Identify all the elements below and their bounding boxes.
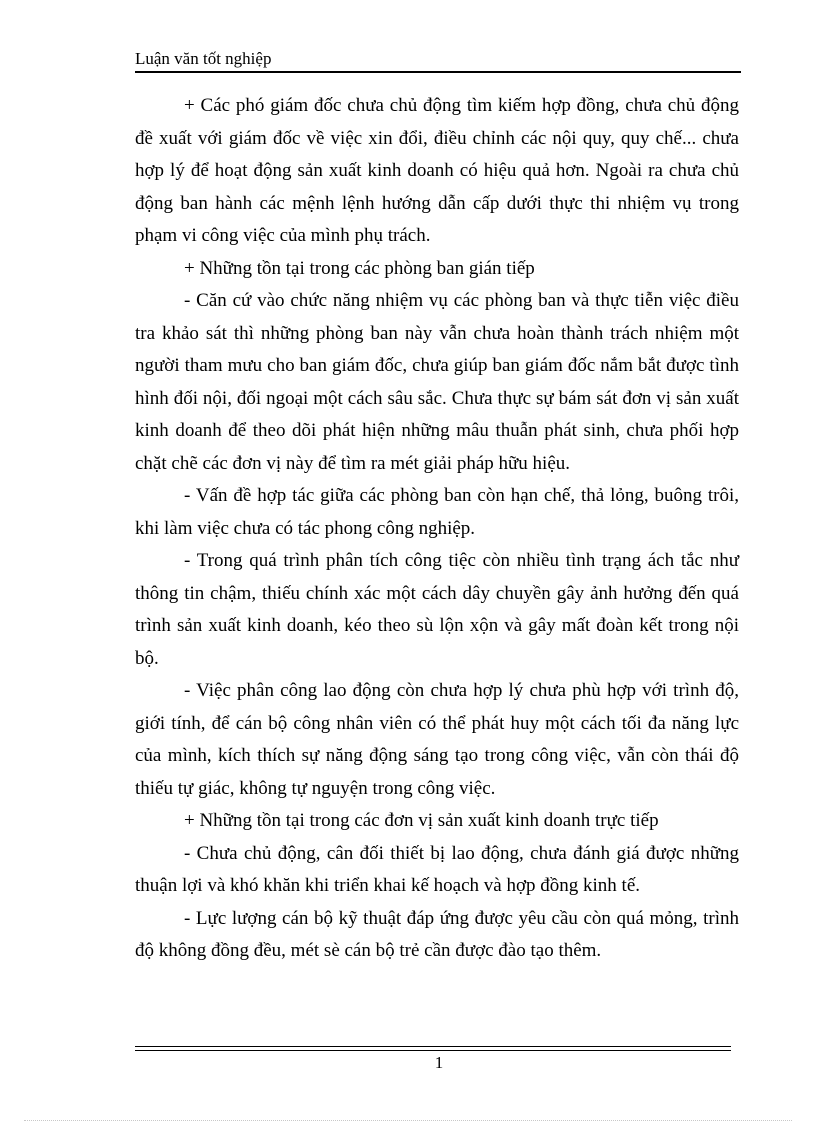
page-number: 1 (434, 1053, 444, 1072)
running-header: Luận văn tốt nghiệp (135, 49, 272, 68)
header-divider (135, 71, 741, 73)
footer-divider-bottom (135, 1050, 731, 1051)
paragraph: - Căn cứ vào chức năng nhiệm vụ các phòng ban và thực tiễn việc điều tra khảo sát thì những phòng ban này vẫn chưa hoàn thành trách nhiệm một người tham mưu cho ban giám đốc, chưa giúp ban giám đốc nắm bắt được tình hình đối nội, đối ngoại một cách sâu sắc. Chưa thực sự bám sát đơn vị sản xuất kinh doanh để theo dõi phát hiện những mâu thuẫn phát sinh, chưa phối hợp chặt chẽ các đơn vị này để tìm ra mét giải pháp hữu hiệu. (135, 290, 739, 474)
paragraph: - Lực lượng cán bộ kỹ thuật đáp ứng được yêu cầu còn quá mỏng, trình độ không đồng đều, mét sè cán bộ trẻ cần được đào tạo thêm. (135, 907, 739, 961)
paragraph: - Việc phân công lao động còn chưa hợp lý chưa phù hợp với trình độ, giới tính, để cán bộ công nhân viên có thể phát huy một cách tối đa năng lực của mình, kích thích sự năng động sáng tạo trong công việc, vẫn còn thái độ thiếu tự giác, không tự nguyện trong công việc. (135, 680, 739, 799)
paragraph: - Trong quá trình phân tích công tiệc còn nhiều tình trạng ách tắc như thông tin chậm, thiếu chính xác một cách dây chuyền gây ảnh hưởng đến quá trình sản xuất kinh doanh, kéo theo sù lộn xộn và gây mất đoàn kết trong nội bộ. (135, 550, 739, 669)
body-text (135, 90, 739, 968)
footer-divider-top (135, 1046, 731, 1047)
page-bottom-edge (24, 1120, 792, 1121)
paragraph: + Những tồn tại trong các phòng ban gián tiếp (184, 257, 535, 279)
paragraph: - Vấn đề hợp tác giữa các phòng ban còn hạn chế, thả lỏng, buông trôi, khi làm việc chưa có tác phong công nghiệp. (135, 485, 739, 539)
paragraph: + Những tồn tại trong các đơn vị sản xuất kinh doanh trực tiếp (184, 810, 659, 831)
paragraph: - Chưa chủ động, cân đối thiết bị lao động, chưa đánh giá được những thuận lợi và khó khăn khi triển khai kế hoạch và hợp đồng kinh tế. (135, 842, 739, 896)
paragraph: + Các phó giám đốc chưa chủ động tìm kiếm hợp đồng, chưa chủ động đề xuất với giám đốc về việc xin đổi, điều chỉnh các nội quy, quy chế... chưa hợp lý để hoạt động sản xuất kinh doanh có hiệu quả hơn. Ngoài ra chưa chủ động ban hành các mệnh lệnh hướng dẫn cấp dưới thực thi nhiệm vụ trong phạm vi công việc của mình phụ trách. (135, 95, 739, 246)
